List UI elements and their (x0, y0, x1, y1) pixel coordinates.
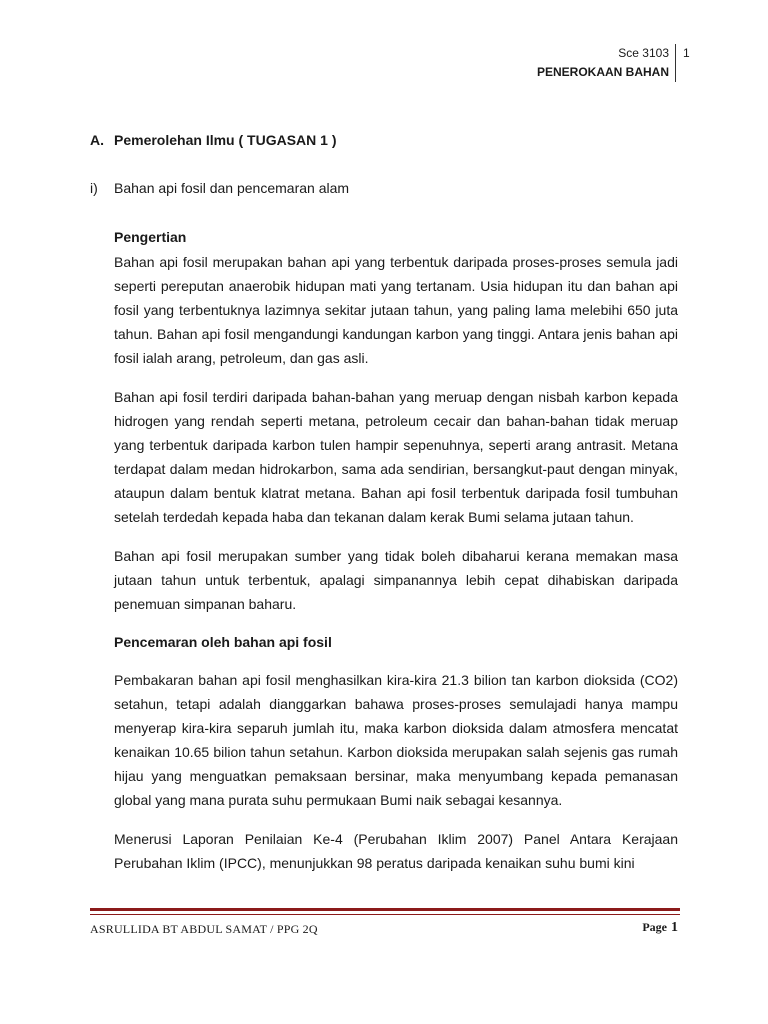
footer-page-number: 1 (671, 920, 678, 935)
section-marker: A. (90, 132, 104, 148)
page-header (537, 44, 676, 82)
footer-page (642, 920, 678, 936)
course-code: Sce 3103 (618, 46, 669, 60)
subsection-title: Bahan api fosil dan pencemaran alam (114, 180, 350, 196)
course-title: PENEROKAAN BAHAN (536, 65, 669, 79)
section-heading (90, 132, 336, 148)
body-content (114, 226, 678, 875)
paragraph-1: Bahan api fosil merupakan bahan api yang terbentuk daripada proses-proses semula jadi seperti pereputan anaerobik hidupan mati yang tertanam. Usia hidupan itu dan bahan api fosil yang terbentuknya lazimnya sekitar jutaan tahun, yang paling lama melebihi 650 juta tahun. Bahan api fosil mengandungi kandungan karbon yang tinggi. Antara jenis bahan api fosil ialah arang, petroleum, dan gas asli. (114, 254, 678, 366)
heading-pengertian: Pengertian (114, 229, 187, 245)
paragraph-2: Bahan api fosil terdiri daripada bahan-bahan yang meruap dengan nisbah karbon kepada hidrogen yang rendah seperti metana, petroleum cecair dan bahan-bahan tidak meruap yang terbentuk daripada karbon tulen hampir sepenuhnya, seperti arang antrasit. Metana terdapat dalam medan hidrokarbon, sama ada sendirian, bersangkut-paut dengan minyak, ataupun dalam bentuk klatrat metana. Bahan api fosil terbentuk daripada fosil tumbuhan setelah terdedah kepada haba dan tekanan dalam kerak Bumi selama jutaan tahun. (114, 389, 678, 525)
heading-pencemaran: Pencemaran oleh bahan api fosil (114, 634, 332, 650)
section-title: Pemerolehan Ilmu ( TUGASAN 1 ) (114, 132, 337, 148)
footer-divider (90, 908, 680, 915)
header-page-number: 1 (683, 46, 690, 60)
footer-author: ASRULLIDA BT ABDUL SAMAT / PPG 2Q (90, 922, 318, 936)
paragraph-3: Bahan api fosil merupakan sumber yang tidak boleh dibaharui kerana memakan masa jutaan tahun untuk terbentuk, apalagi simpanannya lebih cepat dihabiskan daripada penemuan simpanan baharu. (114, 548, 678, 612)
subsection-marker: i) (90, 180, 98, 196)
paragraph-4: Pembakaran bahan api fosil menghasilkan kira-kira 21.3 bilion tan karbon dioksida (CO2) setahun, tetapi adalah dianggarkan bahawa proses-proses semulajadi hanya mampu menyerap kira-kira separuh jumlah itu, maka karbon dioksida dalam atmosfera mencatat kenaikan 10.65 bilion tahun setahun. Karbon dioksida merupakan salah sejenis gas rumah hijau yang menguatkan pemaksaan bersinar, maka menyumbang kepada pemanasan global yang mana purata suhu permukaan Bumi naik sebagai kesannya. (114, 672, 678, 808)
footer-page-label: Page (642, 920, 667, 934)
paragraph-5: Menerusi Laporan Penilaian Ke-4 (Perubahan Iklim 2007) Panel Antara Kerajaan Perubahan Iklim (IPCC), menunjukkan 98 peratus daripada kenaikan suhu bumi kini (114, 831, 678, 871)
subsection-heading (90, 180, 349, 196)
